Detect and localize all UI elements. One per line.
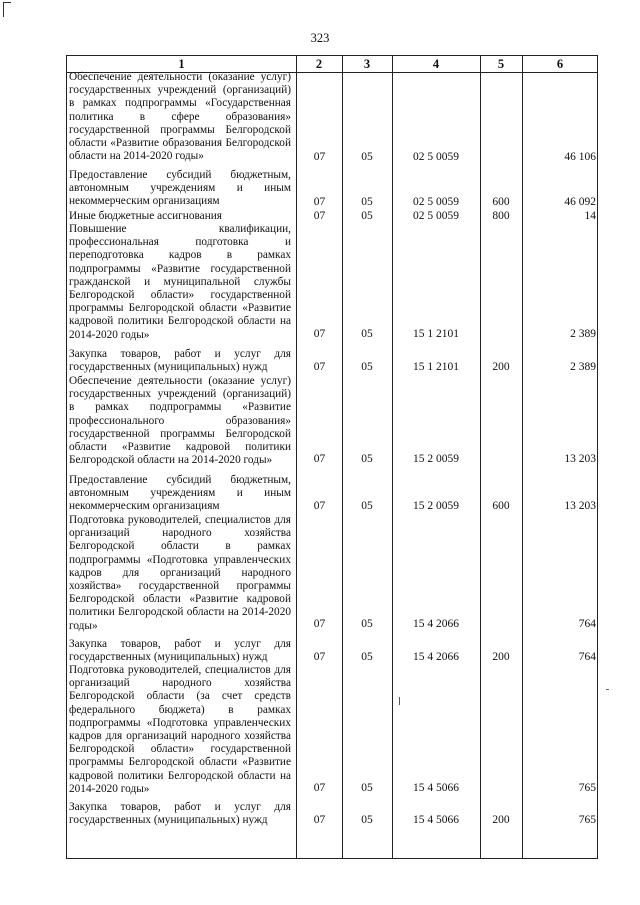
cell-section: 07 [313,651,326,663]
cell-section: 07 [313,500,326,512]
cell-subsection: 05 [361,782,373,794]
row-description: Закупка товаров, работ и услуг для государственных (муниципальных) нужд [69,638,291,664]
cell-amount: 764 [578,651,596,663]
row-description: Закупка товаров, работ и услуг для государственных (муниципальных) нужд [69,801,291,827]
cell-section: 07 [313,196,326,208]
row-description: Обеспечение деятельности (оказание услуг) государственных учреждений (организаций) в рамках подпрограммы «Развитие профессионального образования» государственной программы Белгородской области «Развитие кадровой политики Белгородской области на 2014-2020 годы» [69,375,291,467]
cell-expense-type: 800 [492,210,510,222]
cell-target-article: 15 1 2101 [413,361,459,373]
cell-amount: 2 389 [570,361,596,373]
cell-subsection: 05 [361,361,373,373]
cell-subsection: 05 [361,328,373,340]
cell-target-article: 02 5 0059 [413,210,459,222]
scan-speck [399,697,400,705]
row-description: Закупка товаров, работ и услуг для государственных (муниципальных) нужд [69,348,291,374]
cell-subsection: 05 [361,196,373,208]
cell-amount: 765 [578,782,596,794]
cell-amount: 2 389 [570,328,596,340]
cell-target-article: 02 5 0059 [413,196,459,208]
cell-target-article: 15 4 2066 [413,651,459,663]
cell-target-article: 15 4 5066 [413,782,459,794]
cell-amount: 765 [578,814,596,826]
header-col-4: 4 [432,57,440,71]
row-description: Подготовка руководителей, специалистов для организаций народного хозяйства Белгородской области (за счет средств федерального бюджета) в рамках подпрограммы «Подготовка управленческих кадров для организаций народного хозяйства Белгородской области» государственной программы Белгородской области «Развитие кадровой политики Белгородской области на 2014-2020 годы» [69,664,291,795]
cell-amount: 13 203 [564,453,596,465]
cell-section: 07 [313,814,326,826]
cell-subsection: 05 [361,453,373,465]
cell-expense-type: 600 [492,196,510,208]
cell-section: 07 [313,453,326,465]
cell-amount: 46 092 [564,196,596,208]
cell-amount: 764 [578,618,596,630]
cell-section: 07 [313,618,326,630]
cell-amount: 46 106 [564,151,596,163]
cell-section: 07 [313,782,326,794]
header-col-2: 2 [315,57,323,71]
budget-table [66,55,598,859]
cell-subsection: 05 [361,151,373,163]
cell-amount: 14 [584,210,596,222]
cell-section: 07 [313,151,326,163]
scan-speck [606,689,609,690]
cell-subsection: 05 [361,814,373,826]
cell-target-article: 15 1 2101 [413,328,459,340]
column-divider [480,56,481,858]
row-description: Повышение квалификации, профессиональная подготовка и переподготовка кадров в рамках подпрограммы «Развитие государственной гражданской и муниципальной службы Белгородской области» государственной программы Белгородской области «Развитие кадровой политики Белгородской области на 2014-2020 годы» [69,223,291,341]
cell-subsection: 05 [361,618,373,630]
cell-target-article: 15 4 5066 [413,814,459,826]
cell-target-article: 02 5 0059 [413,151,459,163]
cell-expense-type: 200 [492,651,510,663]
header-col-1: 1 [178,57,185,71]
page-number: 323 [310,31,330,45]
cell-target-article: 15 2 0059 [413,500,459,512]
header-col-5: 5 [497,57,505,71]
cell-subsection: 05 [361,210,373,222]
cell-expense-type: 600 [492,500,510,512]
row-description: Подготовка руководителей, специалистов для организаций народного хозяйства Белгородской области в рамках подпрограммы «Подготовка управленческих кадров для организаций народного хозяйства» государственной программы Белгородской области «Развитие кадровой политики Белгородской области на 2014-2020 годы» [69,514,291,632]
cell-expense-type: 200 [492,814,510,826]
header-col-3: 3 [363,57,371,71]
cell-subsection: 05 [361,500,373,512]
cell-subsection: 05 [361,651,373,663]
row-description: Обеспечение деятельности (оказание услуг) государственных учреждений (организаций) в рамках подпрограммы «Государственная политика в сфере образования» государственной программы Белгородской области «Развитие образования Белгородской области на 2014-2020 годы» [69,71,291,163]
corner-crop-mark [3,2,11,17]
row-description: Предоставление субсидий бюджетным, автономным учреждениям и иным некоммерческим организациям [69,169,291,208]
row-description: Предоставление субсидий бюджетным, автономным учреждениям и иным некоммерческим организациям [69,474,291,513]
row-description: Иные бюджетные ассигнования [69,210,222,222]
cell-target-article: 15 4 2066 [413,618,459,630]
cell-target-article: 15 2 0059 [413,453,459,465]
cell-section: 07 [313,210,326,222]
cell-section: 07 [313,361,326,373]
cell-expense-type: 200 [492,361,510,373]
header-col-6: 6 [556,57,564,71]
cell-section: 07 [313,328,326,340]
cell-amount: 13 203 [564,500,596,512]
